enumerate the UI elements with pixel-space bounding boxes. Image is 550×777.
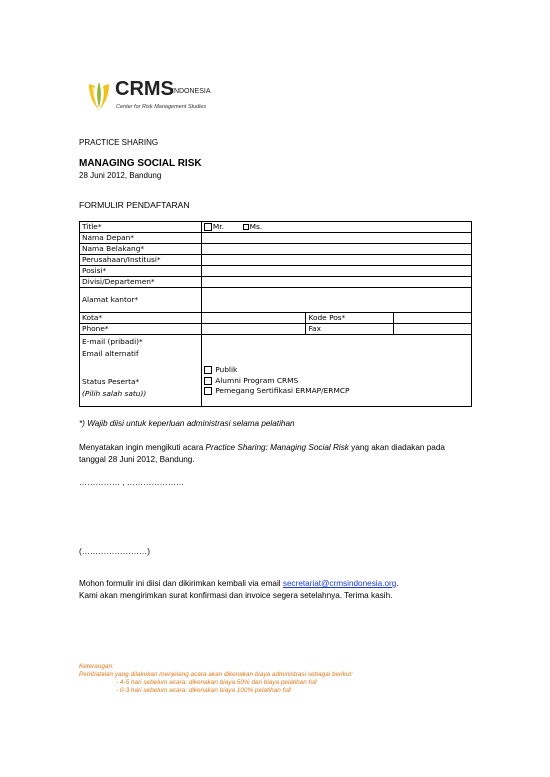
nama-depan-label: Nama Depan* (80, 233, 202, 244)
email-alt-label: Email alternatif (82, 349, 139, 358)
perusahaan-field[interactable] (201, 255, 471, 266)
status-label: Status Peserta* (82, 377, 140, 386)
alamat-label: Alamat kantor* (80, 288, 202, 313)
event-date-place: 28 Juni 2012, Bandung (79, 171, 162, 180)
alamat-field[interactable] (201, 288, 471, 313)
checkbox-publik[interactable] (204, 366, 212, 374)
title-options (201, 222, 471, 233)
statement-paragraph (79, 442, 474, 466)
crms-emblem-icon (85, 78, 113, 112)
checkbox-alumni[interactable] (204, 377, 212, 385)
email-status-labels (80, 335, 202, 407)
email-field[interactable] (204, 337, 469, 365)
nama-belakang-field[interactable] (201, 244, 471, 255)
phone-label: Phone* (80, 324, 202, 335)
closing-line2: Kami akan mengirimkan surat konfirmasi dan invoice segera setelahnya. Terima kasih. (79, 591, 393, 600)
nama-belakang-label: Nama Belakang* (80, 244, 202, 255)
phone-field[interactable] (201, 324, 306, 335)
checkbox-mr[interactable] (204, 223, 212, 231)
checkbox-ms[interactable] (243, 224, 249, 230)
status-option-sertifikasi[interactable] (204, 386, 469, 397)
kode-pos-field[interactable] (394, 313, 472, 324)
title-option-ms: Ms. (249, 222, 263, 231)
notes-heading: Keterangan: (79, 663, 114, 670)
event-title: MANAGING SOCIAL RISK (79, 158, 202, 169)
registration-form (79, 221, 472, 407)
divisi-label: Divisi/Departemen* (80, 277, 202, 288)
logo-tagline: Center for Risk Management Studies (116, 104, 207, 110)
row-perusahaan (80, 255, 472, 266)
row-nama-belakang (80, 244, 472, 255)
row-phone (80, 324, 472, 335)
row-email-status (80, 335, 472, 407)
closing-post: . (396, 579, 399, 588)
signature-line: (……………………) (79, 547, 150, 556)
fax-field[interactable] (394, 324, 472, 335)
title-option-mr: Mr. (212, 222, 224, 231)
status-option-sertifikasi-label: Pemegang Sertifikasi ERMAP/ERMCP (215, 386, 350, 395)
event-kicker: PRACTICE SHARING (79, 138, 159, 147)
status-option-publik-label: Publik (215, 365, 238, 374)
row-title (80, 222, 472, 233)
form-title: FORMULIR PENDAFTARAN (79, 200, 190, 210)
email-label: E-mail (pribadi)* (82, 337, 143, 346)
row-alamat (80, 288, 472, 313)
title-label: Title* (80, 222, 202, 233)
kota-label: Kota* (80, 313, 202, 324)
closing-pre: Mohon formulir ini diisi dan dikirimkan kembali via email (79, 579, 283, 588)
fax-label: Fax (306, 324, 394, 335)
place-date-line: …………… , ………………… (79, 478, 185, 487)
crms-logo (85, 78, 225, 118)
posisi-label: Posisi* (80, 266, 202, 277)
closing-paragraph (79, 578, 479, 602)
notes-block (79, 663, 479, 695)
row-divisi (80, 277, 472, 288)
secretariat-email-link[interactable]: secretariat@crmsindonesia.org (282, 579, 397, 588)
logo-country: INDONESIA (172, 88, 211, 95)
checkbox-sertifikasi[interactable] (204, 387, 212, 395)
perusahaan-label: Perusahaan/Institusi* (80, 255, 202, 266)
kode-pos-label: Kode Pos* (306, 313, 394, 324)
statement-pre: Menyatakan ingin mengikuti acara (79, 443, 206, 452)
logo-name: CRMS (115, 78, 174, 100)
notes-line1: Pembatalan yang dilakukan menjelang acara akan dikenakan biaya administrasi sebagai berikut: (79, 671, 353, 678)
divisi-field[interactable] (201, 277, 471, 288)
status-option-publik[interactable] (204, 365, 469, 376)
statement-post: yang akan diadakan pada tanggal 28 Juni 2012, Bandung. (79, 443, 445, 464)
posisi-field[interactable] (201, 266, 471, 277)
kota-field[interactable] (201, 313, 306, 324)
nama-depan-field[interactable] (201, 233, 471, 244)
status-hint: (Pilih salah satu)) (82, 389, 147, 398)
status-option-alumni[interactable] (204, 376, 469, 387)
statement-event: Practice Sharing: Managing Social Risk (205, 443, 349, 452)
notes-item2: - 0-3 hari sebelum acara: dikenakan biaya 100% pelatihan full (116, 687, 291, 694)
email-status-fields (201, 335, 471, 407)
notes-item1: - 4-5 hari sebelum acara: dikenakan biaya 50% dari biaya pelatihan full (116, 679, 317, 686)
row-posisi (80, 266, 472, 277)
row-nama-depan (80, 233, 472, 244)
row-kota (80, 313, 472, 324)
status-option-alumni-label: Alumni Program CRMS (215, 375, 299, 385)
required-note: *) Wajib diisi untuk keperluan administrasi selama pelatihan (79, 419, 295, 428)
